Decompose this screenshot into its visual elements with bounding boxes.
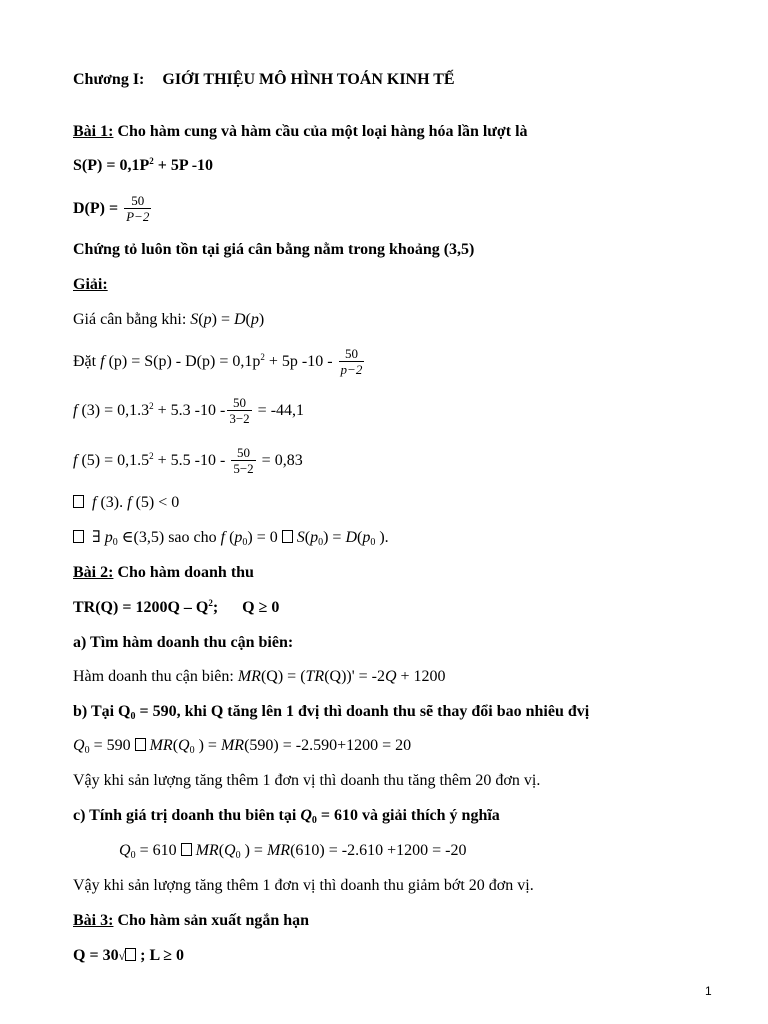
product-f2: f: [127, 494, 132, 511]
q0-sub: 0: [130, 850, 136, 861]
mr-symbol: MR: [237, 668, 261, 685]
define-label: Đặt: [73, 353, 101, 370]
f3-part-b: + 5.3 -10 -: [153, 402, 226, 419]
q0-symbol: Q: [73, 737, 85, 754]
bai1-claim: Chứng tỏ luôn tồn tại giá cân bằng nằm trong khoảng (3,5): [73, 241, 475, 258]
equilibrium-d: D: [233, 311, 246, 328]
bai3-label: Bài 3:: [73, 912, 114, 929]
equilibrium-condition: Giá cân bằng khi: S(p) = D(p): [73, 311, 265, 328]
f3-fraction: [227, 396, 251, 426]
implies-icon: [282, 530, 293, 543]
mr-text: Hàm doanh thu cận biên:: [73, 668, 238, 685]
q0-symbol: Q: [119, 842, 131, 859]
exist-p3: p: [310, 529, 319, 546]
mr-end: + 1200: [396, 668, 446, 685]
equilibrium-p: p: [203, 311, 212, 328]
bai2-heading: [73, 563, 254, 583]
exist-d: D: [345, 529, 358, 546]
bai1-text: Cho hàm cung và hàm cầu của một loại hàng hóa lần lượt là: [113, 123, 528, 140]
equilibrium-p2: p: [250, 311, 259, 328]
mr-part: (Q) = (: [260, 668, 306, 685]
part-c-title-a: c) Tính giá trị doanh thu biên tại: [73, 807, 301, 824]
f3-exponent: 2: [149, 401, 154, 411]
f5-numerator: 50: [237, 445, 250, 461]
q0-sub: 0: [311, 815, 317, 826]
product-negative: [73, 493, 179, 513]
implies-icon: [135, 738, 146, 751]
f5-part-b: + 5.5 -10 -: [153, 452, 230, 469]
f5-fraction: [231, 446, 255, 476]
bai2-text: Cho hàm doanh thu: [113, 564, 254, 581]
demand-denominator: P−2: [126, 209, 150, 225]
define-fraction: [339, 347, 365, 377]
part-b-title-a: b) Tại Q: [73, 703, 131, 720]
tr-symbol: TR: [305, 668, 325, 685]
part-c-calc: [119, 841, 466, 861]
missing-glyph-icon: [125, 948, 136, 961]
mr-symbol: MR: [220, 737, 245, 754]
part-b-conclusion: Vậy khi sản lượng tăng thêm 1 đơn vị thì doanh thu tăng thêm 20 đơn vị.: [73, 772, 541, 789]
exist-paren: (: [304, 529, 311, 546]
exist-p: p: [104, 529, 113, 546]
revenue-domain: ; Q ≥ 0: [212, 599, 280, 616]
paren: (: [172, 737, 179, 754]
q-symbol: Q: [384, 668, 397, 685]
chapter-label: Chương I:: [73, 71, 145, 88]
part-b-result: (590) = -2.590+1200 = 20: [244, 737, 412, 754]
product-result: (5) < 0: [131, 494, 180, 511]
demand-numerator: 50: [131, 193, 145, 209]
exist-sub: 0: [370, 537, 376, 548]
exist-paren: (: [225, 529, 235, 546]
sqrt-icon: √: [118, 949, 126, 963]
product-part: (3).: [96, 494, 128, 511]
bai3-text: Cho hàm sản xuất ngắn hạn: [113, 912, 310, 929]
exist-text: ∈(3,5) sao cho: [117, 529, 221, 546]
mr-part2: (Q))' = -2: [324, 668, 385, 685]
implies-icon: [73, 495, 84, 508]
demand-lhs: D(P) =: [73, 200, 123, 217]
demand-fraction: [124, 194, 151, 224]
f5-value: [73, 444, 303, 478]
bai3-heading: [73, 911, 309, 931]
define-denominator: p−2: [340, 362, 363, 378]
production-domain: ; L ≥ 0: [136, 947, 185, 964]
supply-lhs: S(P) = 0,1P: [73, 157, 150, 174]
bai1-heading: [73, 122, 528, 142]
mr-symbol: MR: [195, 842, 219, 859]
define-f: [73, 345, 366, 379]
mr-symbol: MR: [266, 842, 291, 859]
production-lhs: Q = 30: [73, 947, 119, 964]
production-function: [73, 946, 184, 966]
part-c-title-b: = 610 và giải thích ý nghĩa: [316, 807, 500, 824]
part-b-title-b: = 590, khi Q tăng lên 1 đvị thì doanh thu sẽ thay đổi bao nhiêu đvị: [135, 703, 590, 720]
equilibrium-s: S: [190, 311, 199, 328]
equilibrium-equals: ) =: [211, 311, 234, 328]
define-body: (p) = S(p) - D(p) = 0,1p: [104, 353, 261, 370]
part-b-sub: 0: [130, 711, 136, 722]
exist-sub: 0: [112, 537, 118, 548]
equilibrium-text: Giá cân bằng khi:: [73, 311, 191, 328]
chapter-heading: [73, 70, 455, 90]
implies-icon: [73, 530, 84, 543]
part-a-title: a) Tìm hàm doanh thu cận biên:: [73, 634, 294, 651]
q0-value: = 590: [89, 737, 135, 754]
f3-result: = -44,1: [253, 402, 305, 419]
part-b-calc: [73, 736, 411, 756]
q0-sub: 0: [84, 745, 90, 756]
bai1-label: Bài 1:: [73, 123, 114, 140]
define-tail: + 5p -10 -: [264, 353, 337, 370]
existence-statement: [73, 528, 389, 548]
part-c-result: (610) = -2.610 +1200 = -20: [290, 842, 467, 859]
part-c-title: [73, 806, 500, 826]
exist-equals: ) =: [323, 529, 346, 546]
exist-paren: (: [357, 529, 363, 546]
product-f1: f: [88, 494, 97, 511]
demand-function: [73, 192, 153, 226]
define-numerator: 50: [344, 346, 358, 362]
f3-part-a: (3) = 0,1.3: [77, 402, 150, 419]
exist-sub: 0: [242, 537, 248, 548]
q0-symbol: Q: [300, 807, 312, 824]
f3-numerator: 50: [233, 395, 246, 411]
exist-p2: p: [234, 529, 243, 546]
f3-denominator: 3−2: [229, 411, 250, 427]
paren: (: [198, 311, 204, 328]
exist-zero: ) = 0: [247, 529, 282, 546]
marginal-revenue-function: [73, 667, 446, 687]
chapter-title: GIỚI THIỆU MÔ HÌNH TOÁN KINH TẾ: [162, 71, 455, 88]
supply-function: [73, 156, 213, 176]
f5-part-a: (5) = 0,1.5: [77, 452, 150, 469]
part-b-title: [73, 702, 589, 722]
page-number: 1: [705, 984, 712, 998]
revenue-exponent: 2: [208, 598, 213, 608]
f5-result: = 0,83: [257, 452, 303, 469]
q0-sub: 0: [189, 745, 195, 756]
f5-denominator: 5−2: [233, 461, 254, 477]
equals: ) =: [194, 737, 221, 754]
exist-end: ).: [375, 529, 389, 546]
q0-symbol: Q: [224, 842, 236, 859]
q0-symbol: Q: [178, 737, 190, 754]
f3-symbol: f: [73, 402, 78, 419]
q0-value: = 610: [135, 842, 181, 859]
mr-symbol: MR: [149, 737, 173, 754]
f5-symbol: f: [73, 452, 78, 469]
f3-value: [73, 394, 304, 428]
revenue-function: [73, 598, 279, 618]
f5-exponent: 2: [149, 451, 154, 461]
define-f-symbol: f: [100, 353, 105, 370]
implies-icon: [181, 843, 192, 856]
exist-s: S: [296, 529, 305, 546]
bai1-solution-label: Giải:: [73, 276, 108, 293]
exists-symbol: ∃: [88, 529, 105, 546]
paren: (: [218, 842, 225, 859]
q0-sub: 0: [235, 850, 241, 861]
bai2-label: Bài 2:: [73, 564, 114, 581]
revenue-lhs: TR(Q) = 1200Q – Q: [73, 599, 209, 616]
part-c-conclusion: Vậy khi sản lượng tăng thêm 1 đơn vị thì doanh thu giảm bớt 20 đơn vị.: [73, 877, 534, 894]
define-exponent: 2: [260, 352, 265, 362]
exist-sub: 0: [318, 537, 324, 548]
supply-exponent: 2: [149, 156, 154, 166]
supply-rhs: + 5P -10: [153, 157, 214, 174]
equals: ) =: [240, 842, 267, 859]
exist-p4: p: [362, 529, 371, 546]
exist-f: f: [220, 529, 226, 546]
